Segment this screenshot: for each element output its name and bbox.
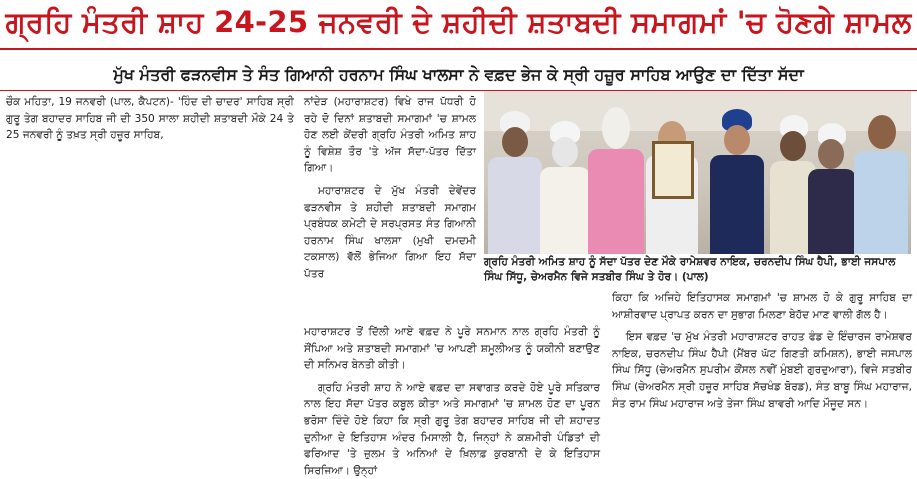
photo-caption: ਗ੍ਰਹਿ ਮੰਤਰੀ ਅਮਿਤ ਸ਼ਾਹ ਨੂੰ ਸੱਦਾ ਪੱਤਰ ਦੇਣ ਮੌਕੇ ਰਾਮੇਸ਼ਵਰ ਨਾਇਕ, ਚਰਨਦੀਪ ਸਿੰਘ ਹੈਪੀ, ਭਾਈ ਜਸਪਾਲ ਸਿੰਘ ਸਿੱਧੂ, ਚੇਅਰਮੈਨ ਵਿਜੇ ਸਤਬੀਰ ਸਿੰਘ ਤੇ ਹੋਰ। (ਪਾਲ) [484, 256, 896, 283]
headline: ਗ੍ਰਹਿ ਮੰਤਰੀ ਸ਼ਾਹ 24-25 ਜਨਵਰੀ ਦੇ ਸ਼ਹੀਦੀ ਸ਼ਤਾਬਦੀ ਸਮਾਗਮਾਂ 'ਚ ਹੋਣਗੇ ਸ਼ਾਮਲ [5, 5, 912, 39]
article-paragraph: ਕਿਹਾ ਕਿ ਅਜਿਹੇ ਇਤਿਹਾਸਕ ਸਮਾਗਮਾਂ 'ਚ ਸ਼ਾਮਲ ਹੋ ਕੇ ਗੁਰੂ ਸਾਹਿਬ ਦਾ ਆਸ਼ੀਰਵਾਦ ਪ੍ਰਾਪਤ ਕਰਨ ਦਾ ਸੁਭਾਗ ਮਿਲਣਾ ਬੇਹੱਦ ਮਾਣ ਵਾਲੀ ਗੱਲ ਹੈ। [612, 292, 912, 321]
article-paragraph: ਇਸ ਵਫ਼ਦ 'ਚ ਮੁੱਖ ਮੰਤਰੀ ਮਹਾਰਾਸ਼ਟਰ ਰਾਹਤ ਫੰਡ ਦੇ ਇੰਚਾਰਜ ਰਾਮੇਸ਼ਵਰ ਨਾਇਕ, ਚਰਨਦੀਪ ਸਿੰਘ ਹੈਪੀ (ਮੈਂਬਰ ਘੱਟ ਗਿਣਤੀ ਕਮਿਸ਼ਨ), ਭਾਈ ਜਸਪਾਲ ਸਿੰਘ ਸਿੱਧੂ (ਚੇਅਰਮੈਨ ਸੁਪਰੀਮ ਕੌਂਸਲ ਨਵੀਂ ਮੁੰਬਈ ਗੁਰਦੁਆਰਾ), ਵਿਜੇ ਸਤਬੀਰ ਸਿੰਘ (ਚੇਅਰਮੈਨ ਸ੍ਰੀ ਹਜ਼ੂਰ ਸਾਹਿਬ ਸੱਚਖੰਡ ਬੋਰਡ), ਸੰਤ ਬਾਬੂ ਸਿੰਘ ਮਹਾਰਾਜ, ਸੰਤ ਰਾਮ ਸਿੰਘ ਮਹਾਰਾਜ ਅਤੇ ਤੇਜਾ ਸਿੰਘ ਬਾਵਰੀ ਆਦਿ ਮੌਜੂਦ ਸਨ। [612, 331, 912, 410]
article-column-1 [6, 94, 294, 144]
article-paragraph: ਮਹਾਰਾਸ਼ਟਰ ਦੇ ਮੁੱਖ ਮੰਤਰੀ ਦੇਵੇਂਦਰ ਫੜਨਵੀਸ ਤੇ ਸ਼ਹੀਦੀ ਸ਼ਤਾਬਦੀ ਸਮਾਗਮ ਪ੍ਰਬੰਧਕ ਕਮੇਟੀ ਦੇ ਸਰਪ੍ਰਸਤ ਸੰਤ ਗਿਆਨੀ ਹਰਨਾਮ ਸਿੰਘ ਖਾਲਸਾ (ਮੁਖੀ ਦਮਦਮੀ ਟਕਸਾਲ) ਵੱਲੋਂ ਭੇਜਿਆ ਗਿਆ ਇਹ ਸੱਦਾ ਪੱਤਰ [304, 184, 476, 280]
news-photo [484, 91, 911, 254]
photo-person [852, 111, 910, 254]
article-column-4 [612, 290, 912, 459]
article-paragraph: ਨਾਂਦੇੜ (ਮਹਾਰਾਸ਼ਟਰ) ਵਿਖੇ ਰਾਜ ਪੱਧਰੀ ਹੋ ਰਹੇ ਦੋ ਦਿਨਾਂ ਸ਼ਤਾਬਦੀ ਸਮਾਗਮਾਂ 'ਚ ਸ਼ਾਮਲ ਹੋਣ ਲਈ ਕੇਂਦਰੀ ਗ੍ਰਹਿ ਮੰਤਰੀ ਅਮਿਤ ਸ਼ਾਹ ਨੂੰ ਵਿਸ਼ੇਸ਼ ਤੌਰ 'ਤੇ ਅੱਜ ਸੱਦਾ-ਪੱਤਰ ਦਿੱਤਾ ਗਿਆ। [304, 96, 476, 175]
article-paragraph: ਗ੍ਰਹਿ ਮੰਤਰੀ ਸ਼ਾਹ ਨੇ ਆਏ ਵਫ਼ਦ ਦਾ ਸਵਾਗਤ ਕਰਦੇ ਹੋਏ ਪੂਰੇ ਸਤਿਕਾਰ ਨਾਲ ਇਹ ਸੱਦਾ ਪੱਤਰ ਕਬੂਲ ਕੀਤਾ ਅਤੇ ਸਮਾਗਮਾਂ 'ਚ ਸ਼ਾਮਲ ਹੋਣ ਦਾ ਪੂਰਨ ਭਰੋਸਾ ਦਿੰਦੇ ਹੋਏ ਕਿਹਾ ਕਿ ਸ੍ਰੀ ਗੁਰੂ ਤੇਗ ਬਹਾਦਰ ਸਾਹਿਬ ਜੀ ਦੀ ਸ਼ਹਾਦਤ ਦੁਨੀਆ ਦੇ ਇਤਿਹਾਸ ਅੰਦਰ ਮਿਸਾਲੀ ਹੈ, ਜਿਨ੍ਹਾਂ ਨੇ ਕਸ਼ਮੀਰੀ ਪੰਡਿਤਾਂ ਦੀ ਫਰਿਆਦ 'ਤੇ ਜ਼ੁਲਮ ਤੇ ਅਨਿਆਂ ਦੇ ਖ਼ਿਲਾਫ਼ ਕੁਰਬਾਨੀ ਦੇ ਕੇ ਇਤਿਹਾਸ ਸਿਰਜਿਆ। ਉਨ੍ਹਾਂ [304, 381, 600, 477]
photo-person [584, 103, 648, 254]
article-paragraph: ਮਹਾਰਾਸ਼ਟਰ ਤੋਂ ਦਿੱਲੀ ਆਏ ਵਫ਼ਦ ਨੇ ਪੂਰੇ ਸਨਮਾਨ ਨਾਲ ਗ੍ਰਹਿ ਮੰਤਰੀ ਨੂੰ ਸੌਂਪਿਆ ਅਤੇ ਸ਼ਤਾਬਦੀ ਸਮਾਗਮਾਂ 'ਚ ਆਪਣੀ ਸ਼ਮੂਲੀਅਤ ਨੂੰ ਯਕੀਨੀ ਬਣਾਉਣ ਦੀ ਸਨਿਮਰ ਬੇਨਤੀ ਕੀਤੀ। [304, 326, 600, 372]
photo-certificate [652, 141, 694, 199]
article-column-2 [304, 94, 476, 318]
photo-person [806, 123, 858, 254]
headline-rule [0, 48, 917, 50]
article-lead: ਚੌਕ ਮਹਿਤਾ, 19 ਜਨਵਰੀ (ਪਾਲ, ਕੈਪਟਨ)- 'ਹਿੰਦ ਦੀ ਚਾਦਰ' ਸਾਹਿਬ ਸ੍ਰੀ ਗੁਰੂ ਤੇਗ ਬਹਾਦਰ ਸਾਹਿਬ ਜੀ ਦੀ 350 ਸਾਲਾ ਸ਼ਹੀਦੀ ਸ਼ਤਾਬਦੀ ਮੌਕੇ 24 ਤੇ 25 ਜਨਵਰੀ ਨੂੰ ਤਖ਼ਤ ਸ੍ਰੀ ਹਜ਼ੂਰ ਸਾਹਿਬ, [6, 96, 294, 142]
photo-person [706, 109, 766, 254]
subheadline: ਮੁੱਖ ਮੰਤਰੀ ਫੜਨਵੀਸ ਤੇ ਸੰਤ ਗਿਆਨੀ ਹਰਨਾਮ ਸਿੰਘ ਖਾਲਸਾ ਨੇ ਵਫ਼ਦ ਭੇਜ ਕੇ ਸ੍ਰੀ ਹਜ਼ੂਰ ਸਾਹਿਬ ਆਉਣ ਦਾ ਦਿੱਤਾ ਸੱਦਾ [113, 65, 804, 84]
article-column-main [304, 324, 600, 477]
